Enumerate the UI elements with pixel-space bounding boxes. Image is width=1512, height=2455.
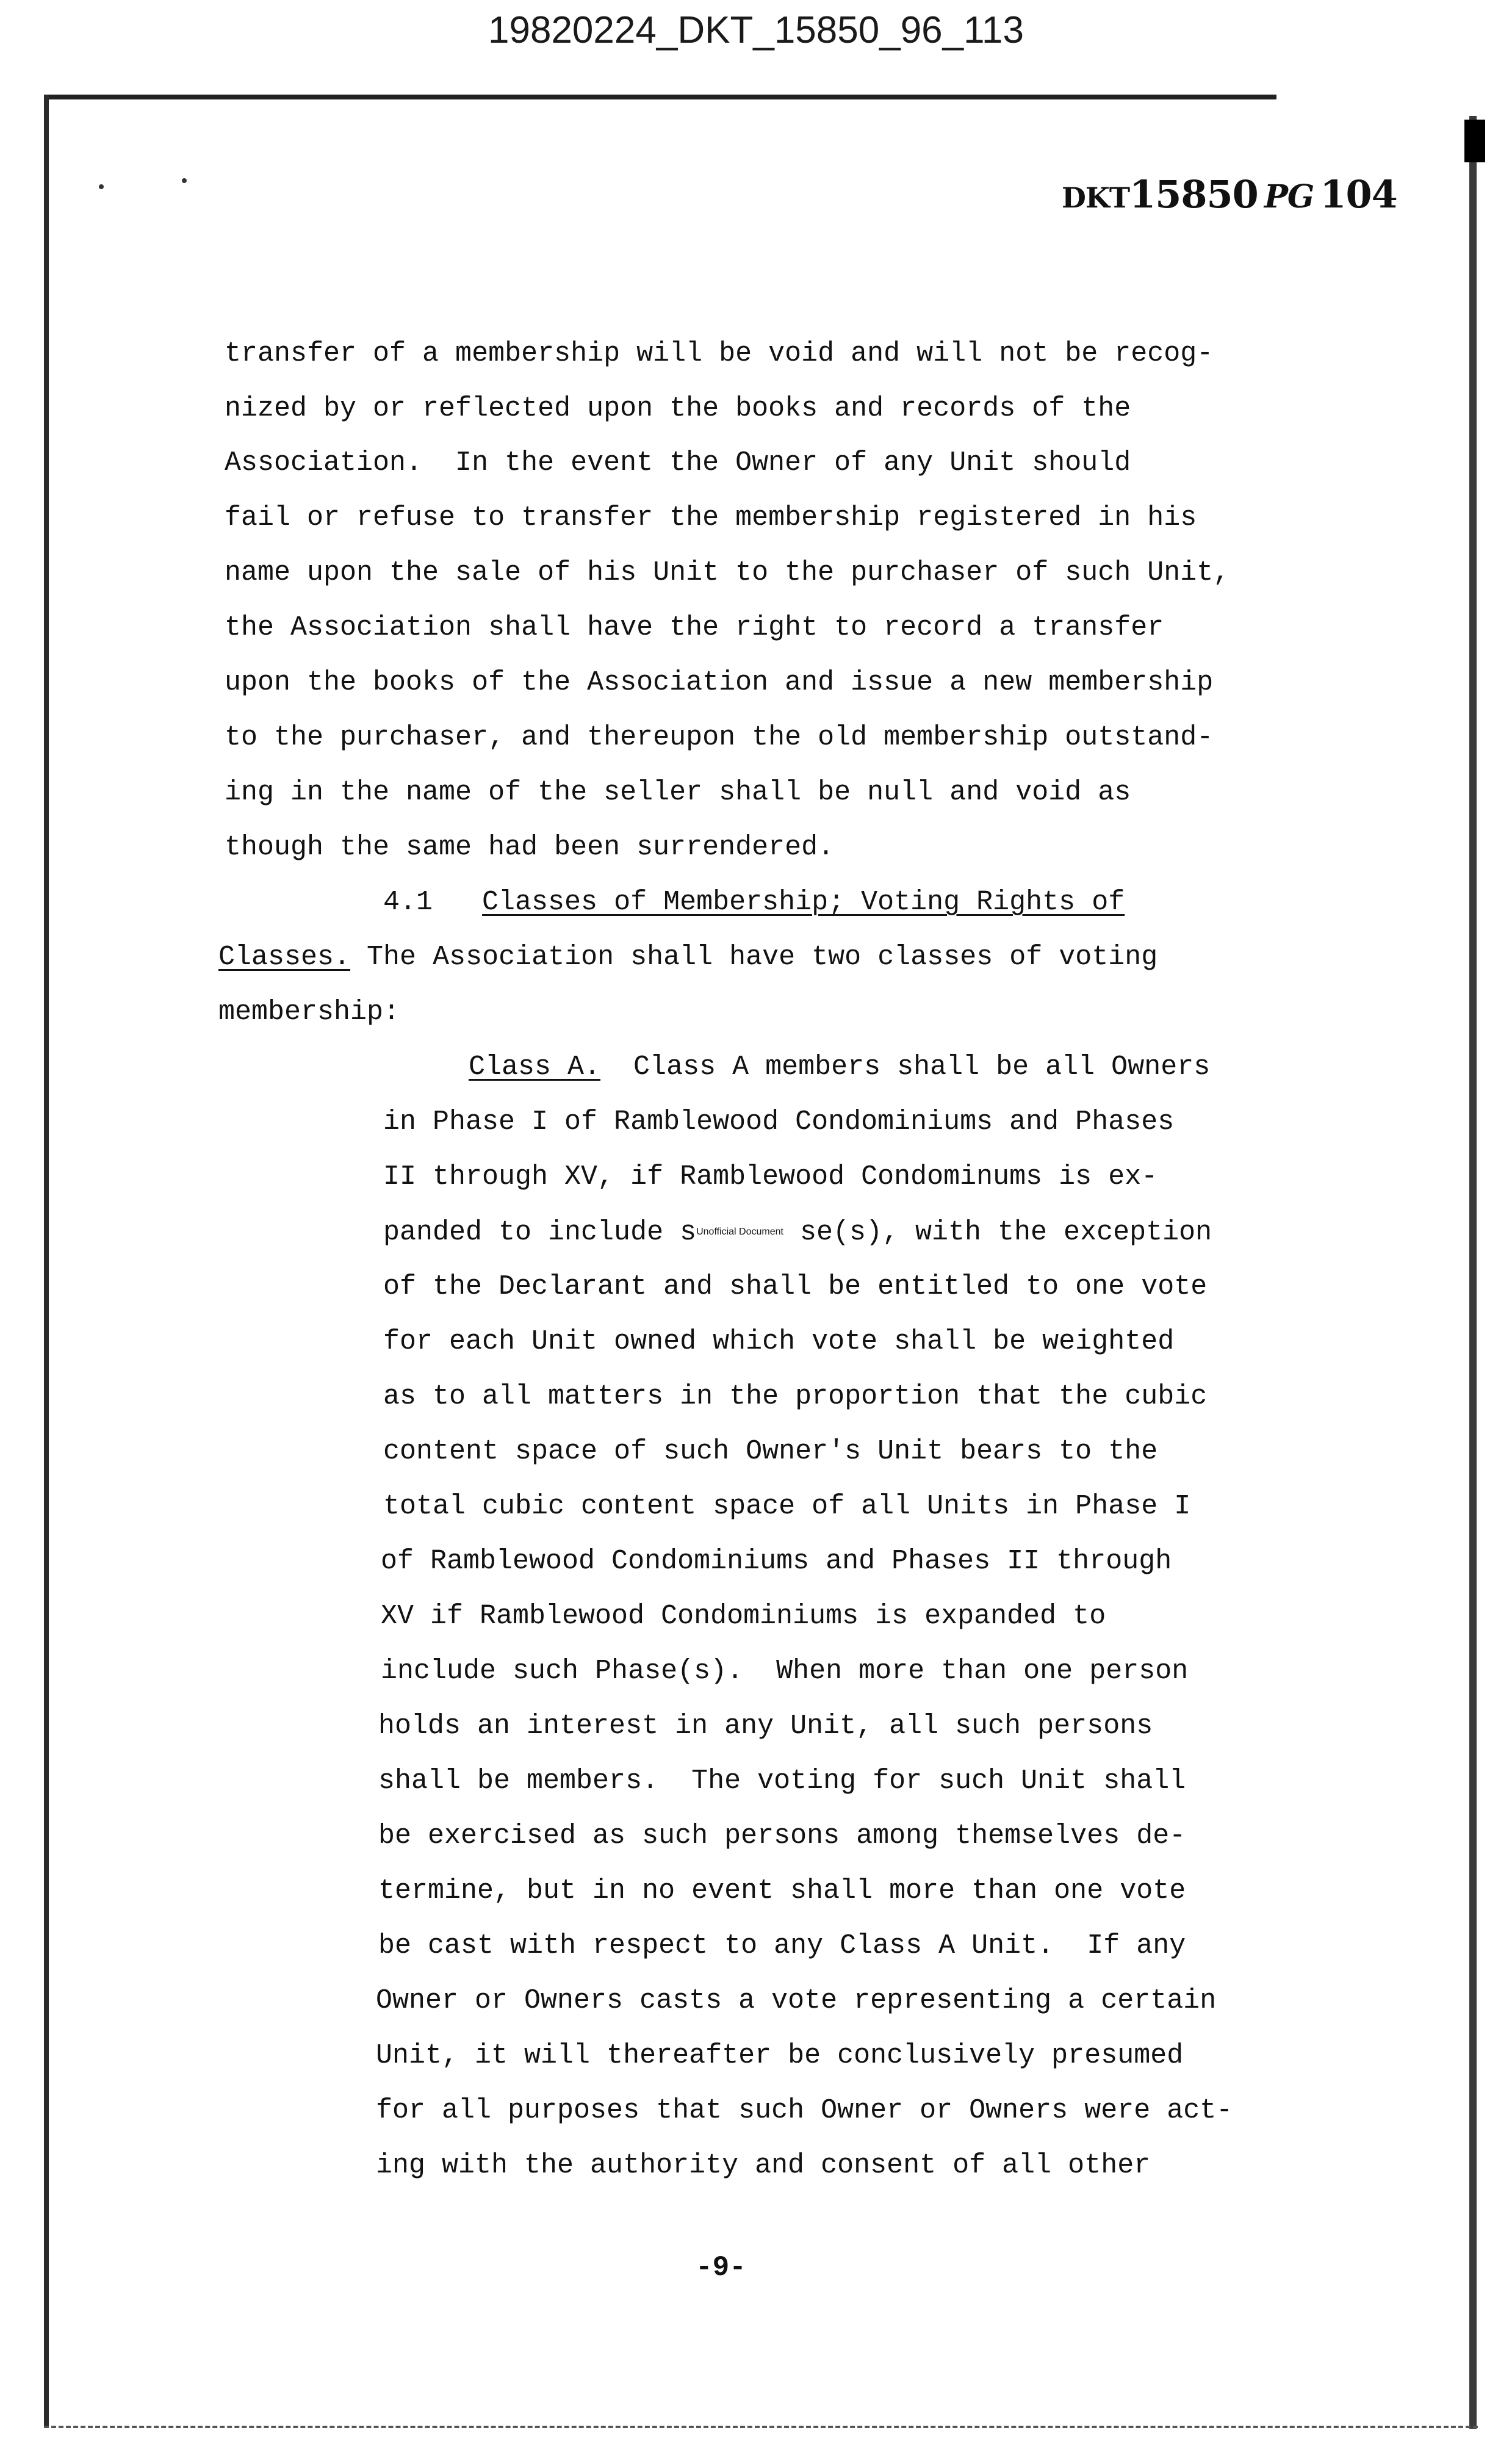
text-line: content space of such Owner's Unit bears to the — [383, 1436, 1158, 1467]
page-border-bottom — [44, 2426, 1478, 2431]
scan-speck — [99, 184, 104, 189]
section-heading-line — [383, 875, 1125, 930]
text-segment: panded to include s — [383, 1216, 697, 1248]
text-line: though the same had been surrendered. — [225, 832, 835, 863]
text-line: membership: — [218, 997, 400, 1028]
text-line: shall be members. The voting for such Unit shall — [378, 1765, 1186, 1797]
text-line: the Association shall have the right to record a transfer — [225, 612, 1164, 643]
text-line: ing in the name of the seller shall be null and void as — [225, 777, 1131, 808]
text-line: Unit, it will thereafter be conclusively presumed — [376, 2040, 1184, 2071]
text-line: nized by or reflected upon the books and records of the — [225, 393, 1131, 424]
text-line: termine, but in no event shall more than one vote — [378, 1875, 1186, 1906]
class-a-first-line — [469, 1040, 1210, 1095]
page-border-top — [44, 95, 1276, 99]
text-line: XV if Ramblewood Condominiums is expanded to — [381, 1601, 1106, 1632]
text-line: for all purposes that such Owner or Owners were act- — [376, 2095, 1233, 2126]
text-line: of Ramblewood Condominiums and Phases II through — [381, 1546, 1172, 1577]
section-heading: Classes of Membership; Voting Rights of — [482, 887, 1125, 918]
section-heading-continued: Classes. — [218, 942, 351, 973]
text-line: fail or refuse to transfer the membership registered in his — [225, 502, 1197, 533]
text-line: as to all matters in the proportion that the cubic — [383, 1381, 1208, 1412]
scan-speck — [182, 178, 187, 183]
text-line: to the purchaser, and thereupon the old membership outstand- — [225, 722, 1214, 753]
page-number: -9- — [696, 2252, 746, 2284]
text-line: II through XV, if Ramblewood Condominums is ex- — [383, 1161, 1158, 1192]
text-line: Association. In the event the Owner of any Unit should — [225, 447, 1131, 478]
page-border-left — [44, 95, 49, 2426]
scan-edge-mark — [1464, 120, 1485, 162]
section-intro-text: The Association shall have two classes of voting — [350, 942, 1158, 973]
text-line: upon the books of the Association and issue a new membership — [225, 667, 1214, 698]
text-line: holds an interest in any Unit, all such persons — [378, 1711, 1153, 1742]
docket-prefix: DKT — [1062, 181, 1130, 214]
text-line: for each Unit owned which vote shall be weighted — [383, 1326, 1175, 1357]
text-line: total cubic content space of all Units in Phase I — [383, 1491, 1191, 1522]
text-line: of the Declarant and shall be entitled to one vote — [383, 1271, 1208, 1302]
section-number: 4.1 — [383, 887, 433, 918]
text-line: include such Phase(s). When more than one person — [381, 1656, 1189, 1687]
text-segment: se(s), with the exception — [783, 1216, 1212, 1248]
docket-book-number: 15850 — [1129, 172, 1258, 217]
class-a-text: Class A members shall be all Owners — [600, 1051, 1211, 1083]
docket-page-number: 104 — [1320, 172, 1397, 217]
document-id-header: 19820224_DKT_15850_96_113 — [488, 9, 1024, 51]
unofficial-document-watermark: Unofficial Document — [696, 1227, 783, 1237]
text-line: be exercised as such persons among themselves de- — [378, 1820, 1186, 1851]
section-intro-line — [218, 930, 1157, 985]
docket-pg-label: PG — [1264, 178, 1314, 215]
watermark-line — [383, 1205, 1212, 1260]
text-line: name upon the sale of his Unit to the purchaser of such Unit, — [225, 557, 1230, 588]
text-line: in Phase I of Ramblewood Condominiums and Phases — [383, 1106, 1175, 1137]
text-line: be cast with respect to any Class A Unit. If any — [378, 1930, 1186, 1961]
text-line: Owner or Owners casts a vote representing a certain — [376, 1985, 1217, 2016]
page-border-right — [1469, 116, 1477, 2429]
docket-stamp — [1062, 172, 1397, 217]
text-line: ing with the authority and consent of all other — [376, 2150, 1151, 2181]
text-line: transfer of a membership will be void and will not be recog- — [225, 338, 1214, 369]
class-a-label: Class A. — [469, 1051, 601, 1083]
